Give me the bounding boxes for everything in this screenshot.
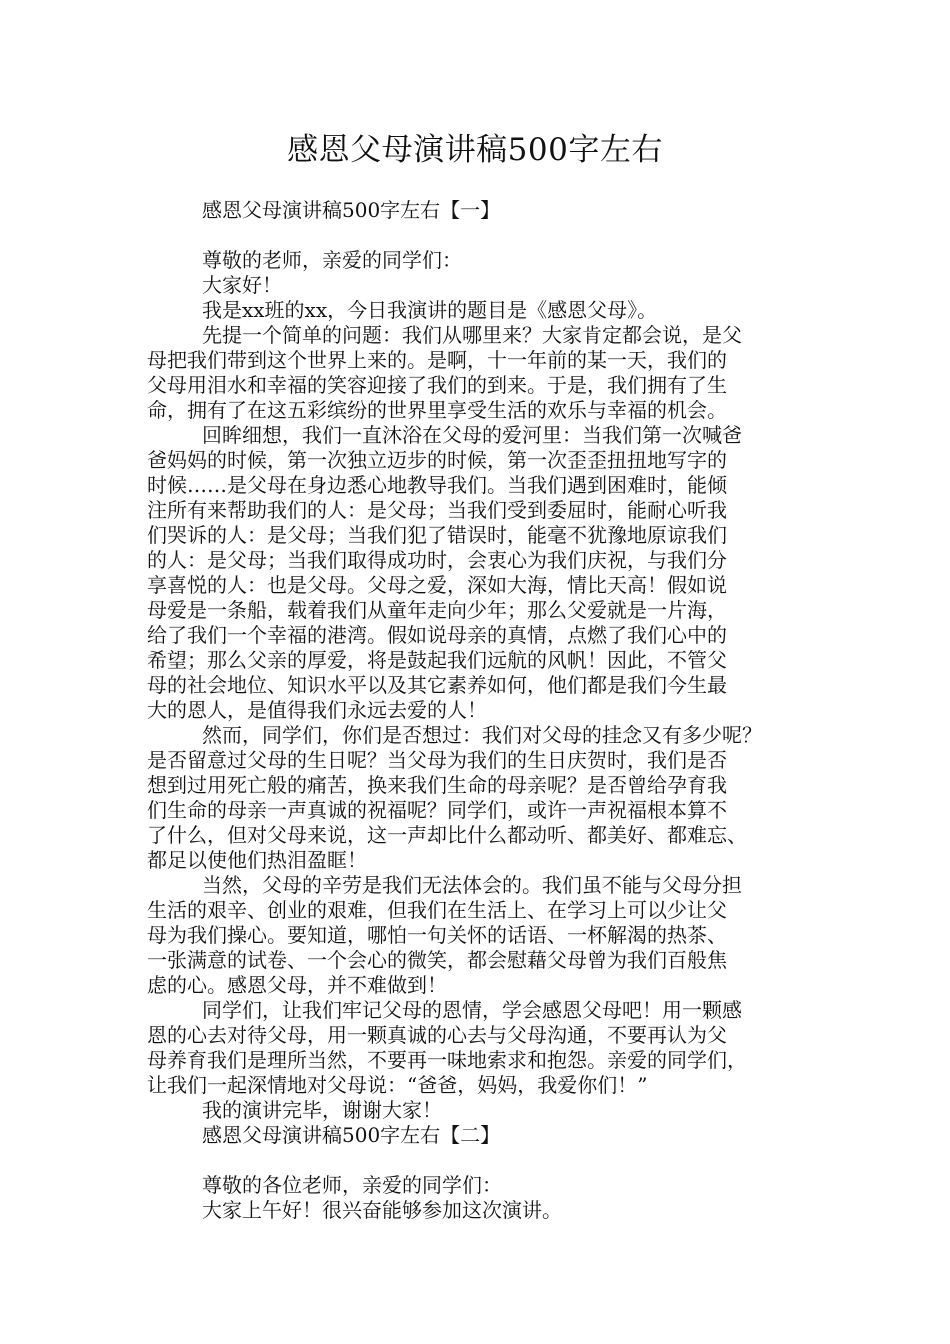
text-line: 一张满意的试卷、一个会心的微笑，都会慰藉父母曾为我们百般焦 bbox=[147, 948, 727, 972]
text-line: 了什么，但对父母来说，这一声却比什么都动听、都美好、都难忘、 bbox=[147, 823, 747, 847]
text-line: 父母用泪水和幸福的笑容迎接了我们的到来。于是，我们拥有了生 bbox=[147, 373, 727, 397]
text-line: 感恩父母演讲稿500字左右【二】 bbox=[202, 1123, 501, 1147]
text-line: 大家好！ bbox=[202, 273, 282, 297]
text-line: 尊敬的老师，亲爱的同学们： bbox=[202, 248, 462, 272]
text-line: 们生命的母亲一声真诚的祝福呢？同学们，或许一声祝福根本算不 bbox=[147, 798, 727, 822]
text-line: 是否留意过父母的生日呢？当父母为我们的生日庆贺时，我们是否 bbox=[147, 748, 727, 772]
text-line: 时候……是父母在身边悉心地教导我们。当我们遇到困难时，能倾 bbox=[147, 473, 727, 497]
text-line: 先提一个简单的问题：我们从哪里来？大家肯定都会说，是父 bbox=[202, 323, 742, 347]
text-line: 我的演讲完毕，谢谢大家！ bbox=[202, 1098, 442, 1122]
text-line: 母为我们操心。要知道，哪怕一句关怀的话语、一杯解渴的热茶、 bbox=[147, 923, 727, 947]
text-line: 大的恩人，是值得我们永远去爱的人！ bbox=[147, 698, 487, 722]
text-line: 我是xx班的xx，今日我演讲的题目是《感恩父母》。 bbox=[202, 298, 658, 322]
text-line: 享喜悦的人：也是父母。父母之爱，深如大海，情比天高！假如说 bbox=[147, 573, 727, 597]
text-line: 母的社会地位、知识水平以及其它素养如何，他们都是我们今生最 bbox=[147, 673, 727, 697]
text-line: 的人：是父母；当我们取得成功时，会衷心为我们庆祝，与我们分 bbox=[147, 548, 727, 572]
blank-line bbox=[147, 1148, 829, 1173]
document-body bbox=[147, 198, 829, 1223]
text-line: 同学们，让我们牢记父母的恩情，学会感恩父母吧！用一颗感 bbox=[202, 998, 742, 1022]
text-line: 给了我们一个幸福的港湾。假如说母亲的真情，点燃了我们心中的 bbox=[147, 623, 727, 647]
text-line: 生活的艰辛、创业的艰难，但我们在生活上、在学习上可以少让父 bbox=[147, 898, 727, 922]
text-line: 感恩父母演讲稿500字左右【一】 bbox=[202, 198, 501, 222]
text-line: 当然，父母的辛劳是我们无法体会的。我们虽不能与父母分担 bbox=[202, 873, 742, 897]
text-line: 尊敬的各位老师，亲爱的同学们： bbox=[202, 1173, 502, 1197]
text-line: 然而，同学们，你们是否想过：我们对父母的挂念又有多少呢？ bbox=[202, 723, 762, 747]
text-line: 爸妈妈的时候，第一次独立迈步的时候，第一次歪歪扭扭地写字的 bbox=[147, 448, 727, 472]
text-line: 希望；那么父亲的厚爱，将是鼓起我们远航的风帆！因此，不管父 bbox=[147, 648, 727, 672]
text-line: 注所有来帮助我们的人：是父母；当我们受到委屈时，能耐心听我 bbox=[147, 498, 727, 522]
text-line: 母养育我们是理所当然，不要再一味地索求和抱怨。亲爱的同学们， bbox=[147, 1048, 747, 1072]
text-line: 想到过用死亡般的痛苦，换来我们生命的母亲呢？是否曾给孕育我 bbox=[147, 773, 727, 797]
text-line: 虑的心。感恩父母，并不难做到！ bbox=[147, 973, 447, 997]
text-line: 们哭诉的人：是父母；当我们犯了错误时，能毫不犹豫地原谅我们 bbox=[147, 523, 727, 547]
text-line: 命，拥有了在这五彩缤纷的世界里享受生活的欢乐与幸福的机会。 bbox=[147, 398, 727, 422]
text-line: 回眸细想，我们一直沐浴在父母的爱河里：当我们第一次喊爸 bbox=[202, 423, 742, 447]
text-line: 让我们一起深情地对父母说：“爸爸，妈妈，我爱你们！” bbox=[147, 1073, 648, 1097]
text-line: 大家上午好！很兴奋能够参加这次演讲。 bbox=[202, 1198, 562, 1222]
text-line: 都足以使他们热泪盈眶！ bbox=[147, 848, 367, 872]
text-line: 恩的心去对待父母，用一颗真诚的心去与父母沟通，不要再认为父 bbox=[147, 1023, 727, 1047]
text-line: 母爱是一条船，载着我们从童年走向少年；那么父爱就是一片海， bbox=[147, 598, 727, 622]
blank-line bbox=[147, 223, 829, 248]
document-title: 感恩父母演讲稿500字左右 bbox=[287, 132, 663, 168]
text-line: 母把我们带到这个世界上来的。是啊，十一年前的某一天，我们的 bbox=[147, 348, 727, 372]
